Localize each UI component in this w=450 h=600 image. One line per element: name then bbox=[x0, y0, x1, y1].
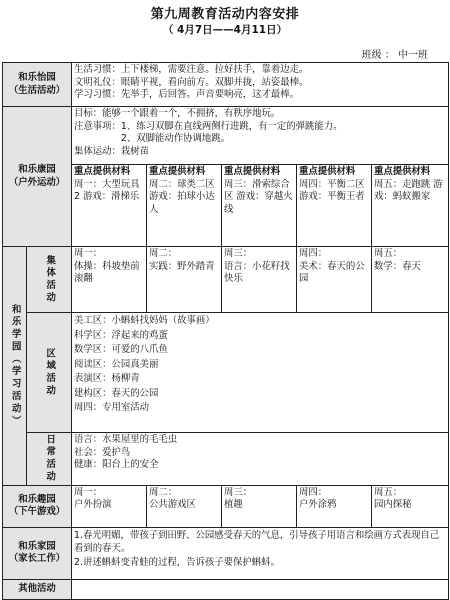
learning-label: 和乐学园（学习活动） bbox=[9, 303, 21, 428]
family-label-sub: （家长工作） bbox=[8, 553, 66, 565]
collective-day-cell bbox=[372, 247, 449, 313]
daily-label-cell bbox=[27, 433, 72, 486]
collective-day: 周四： bbox=[299, 248, 328, 259]
outdoor-line: 2、双脚能动作协调地跳。 bbox=[74, 133, 230, 144]
outdoor-line: 目标：能够一个跟着一个，不拥挤，有秩序地玩。 bbox=[74, 108, 281, 119]
area-line: 周四：专用室活动 bbox=[74, 402, 150, 413]
family-row bbox=[3, 527, 449, 579]
afternoon-section-label bbox=[3, 485, 72, 527]
collective-day-cell bbox=[72, 247, 147, 313]
outdoor-area-cell bbox=[222, 165, 297, 247]
family-content bbox=[72, 527, 449, 579]
afternoon-day: 周一： bbox=[74, 486, 103, 498]
family-line: 2.讲述蝌蚪变青蛙的过程，告诉孩子要保护蝌蚪。 bbox=[74, 556, 280, 568]
collective-label-cell bbox=[27, 247, 72, 313]
afternoon-row bbox=[3, 485, 449, 527]
outdoor-label-sub: （户外运动） bbox=[8, 176, 66, 188]
outdoor-area-title: 重点提供材料 bbox=[149, 166, 206, 177]
activity-plan-table bbox=[2, 62, 449, 600]
collective-text: 数学：春天 bbox=[374, 260, 421, 272]
collective-day: 周五： bbox=[374, 248, 403, 259]
afternoon-day: 周五： bbox=[374, 486, 403, 498]
daily-line: 语言：水果屋里的毛毛虫 bbox=[74, 434, 178, 445]
afternoon-text: 公共游戏区 bbox=[149, 499, 196, 511]
afternoon-day: 周四： bbox=[299, 486, 328, 498]
outdoor-area-cell bbox=[297, 165, 372, 247]
life-line: 学习习惯：先举手，后回答。声音要响亮，这才最棒。 bbox=[74, 89, 300, 100]
collective-text: 实践：野外踏青 bbox=[149, 260, 215, 272]
daily-line: 社会：爱护鸟 bbox=[74, 446, 131, 458]
collective-day-cell bbox=[222, 247, 297, 313]
area-line: 建构区：春天的公园 bbox=[74, 387, 159, 399]
area-line: 数学区：可爱的八爪鱼 bbox=[74, 344, 168, 355]
daily-line: 健康：阳台上的安全 bbox=[74, 459, 159, 470]
family-section-label bbox=[3, 527, 72, 579]
afternoon-text: 园内探秘 bbox=[374, 499, 412, 511]
family-line: 1.春光明媚，带孩子到田野、公园感受春天的气息，引导孩子用语言和绘画方式表现自己看到的春天。 bbox=[74, 529, 440, 555]
family-label-main: 和乐家园 bbox=[18, 540, 56, 552]
outdoor-area-text: 周五：走跑跳 游戏：蚂蚁搬家 bbox=[374, 178, 443, 202]
afternoon-day: 周二： bbox=[149, 486, 178, 498]
outdoor-area-title: 重点提供材料 bbox=[299, 166, 356, 177]
outdoor-area-cell bbox=[147, 165, 222, 247]
afternoon-label-main: 和乐趣园 bbox=[18, 493, 56, 505]
life-label-main: 和乐怡园 bbox=[18, 72, 56, 83]
life-row bbox=[3, 63, 449, 107]
outdoor-area-cell bbox=[372, 165, 449, 247]
afternoon-day-cell bbox=[297, 485, 372, 527]
outdoor-section-label bbox=[3, 107, 72, 247]
outdoor-row bbox=[3, 107, 449, 165]
area-line: 美工区：小蝌蚪找妈妈（故事画） bbox=[74, 315, 215, 326]
collective-day-cell bbox=[297, 247, 372, 313]
outdoor-line: 集体运动：栽树苗 bbox=[74, 145, 150, 157]
afternoon-day-cell bbox=[222, 485, 297, 527]
date-range: （ 4月7日——4月11日） bbox=[162, 24, 288, 36]
afternoon-text: 户外扮演 bbox=[74, 499, 112, 511]
collective-text: 体操：科坡垫前滚翻 bbox=[74, 260, 140, 284]
other-row bbox=[3, 579, 449, 599]
afternoon-day-cell bbox=[372, 485, 449, 527]
class-label: 班级 ： 中一班 bbox=[361, 50, 428, 61]
life-line: 生活习惯：上下楼梯，需要注意。拉好扶手，靠着边走。 bbox=[74, 64, 309, 75]
learning-areas-row bbox=[3, 313, 449, 433]
afternoon-day-cell bbox=[147, 485, 222, 527]
areas-content bbox=[72, 313, 449, 433]
collective-day: 周三： bbox=[224, 248, 253, 259]
learning-collective-row bbox=[3, 247, 449, 313]
daily-content bbox=[72, 433, 449, 486]
outdoor-area-title: 重点提供材料 bbox=[374, 166, 431, 177]
afternoon-day-cell bbox=[72, 485, 147, 527]
life-line: 文明礼仪：眼睛平视，看向前方。双脚并拢，站姿最棒。 bbox=[74, 76, 309, 88]
afternoon-text: 户外涂鸦 bbox=[299, 499, 337, 511]
life-section-label bbox=[3, 63, 72, 107]
afternoon-label-sub: （下午游戏） bbox=[8, 506, 66, 518]
life-content bbox=[72, 63, 449, 107]
page-title: 第九周教育活动内容安排 bbox=[150, 7, 300, 22]
outdoor-label-main: 和乐康园 bbox=[18, 164, 56, 175]
collective-label: 集体活动 bbox=[44, 254, 56, 305]
collective-day: 周二： bbox=[149, 248, 178, 259]
area-line: 表演区：杨柳青 bbox=[74, 373, 140, 384]
outdoor-area-text: 周三：滑索综合区 游戏：穿越火线 bbox=[224, 178, 293, 215]
other-section-label: 其他活动 bbox=[3, 579, 72, 599]
outdoor-area-cell bbox=[72, 165, 147, 247]
outdoor-area-text: 周二：球类二区 游戏：拍球小达人 bbox=[149, 178, 215, 215]
outdoor-area-text: 周一：大型玩具2 游戏：滑梯乐 bbox=[74, 178, 140, 202]
outdoor-area-text: 周四：平衡二区 游戏：平衡王者 bbox=[299, 178, 365, 202]
learning-section-label bbox=[3, 247, 27, 486]
collective-text: 语言：小花籽找快乐 bbox=[224, 260, 290, 284]
daily-label: 日常活动 bbox=[44, 434, 56, 484]
learning-daily-row bbox=[3, 433, 449, 486]
outdoor-content bbox=[72, 107, 449, 165]
afternoon-text: 植趣 bbox=[224, 499, 243, 511]
afternoon-day: 周三： bbox=[224, 486, 253, 498]
areas-label-cell bbox=[27, 313, 72, 433]
collective-text: 美术：春天的公园 bbox=[299, 260, 365, 284]
outdoor-area-title: 重点提供材料 bbox=[74, 166, 131, 177]
collective-day-cell bbox=[147, 247, 222, 313]
other-content bbox=[72, 579, 449, 599]
area-line: 阅读区：公园真美丽 bbox=[74, 358, 159, 370]
areas-label: 区域活动 bbox=[44, 347, 56, 398]
area-line: 科学区：浮起来的鸡蛋 bbox=[74, 329, 168, 341]
outdoor-area-title: 重点提供材料 bbox=[224, 166, 281, 177]
collective-day: 周一： bbox=[74, 248, 103, 259]
outdoor-line: 注意事项：1、练习双脚在直线两侧行进跳，有一定的弹跳能力。 bbox=[74, 120, 343, 132]
life-label-sub: （生活活动） bbox=[8, 84, 66, 96]
